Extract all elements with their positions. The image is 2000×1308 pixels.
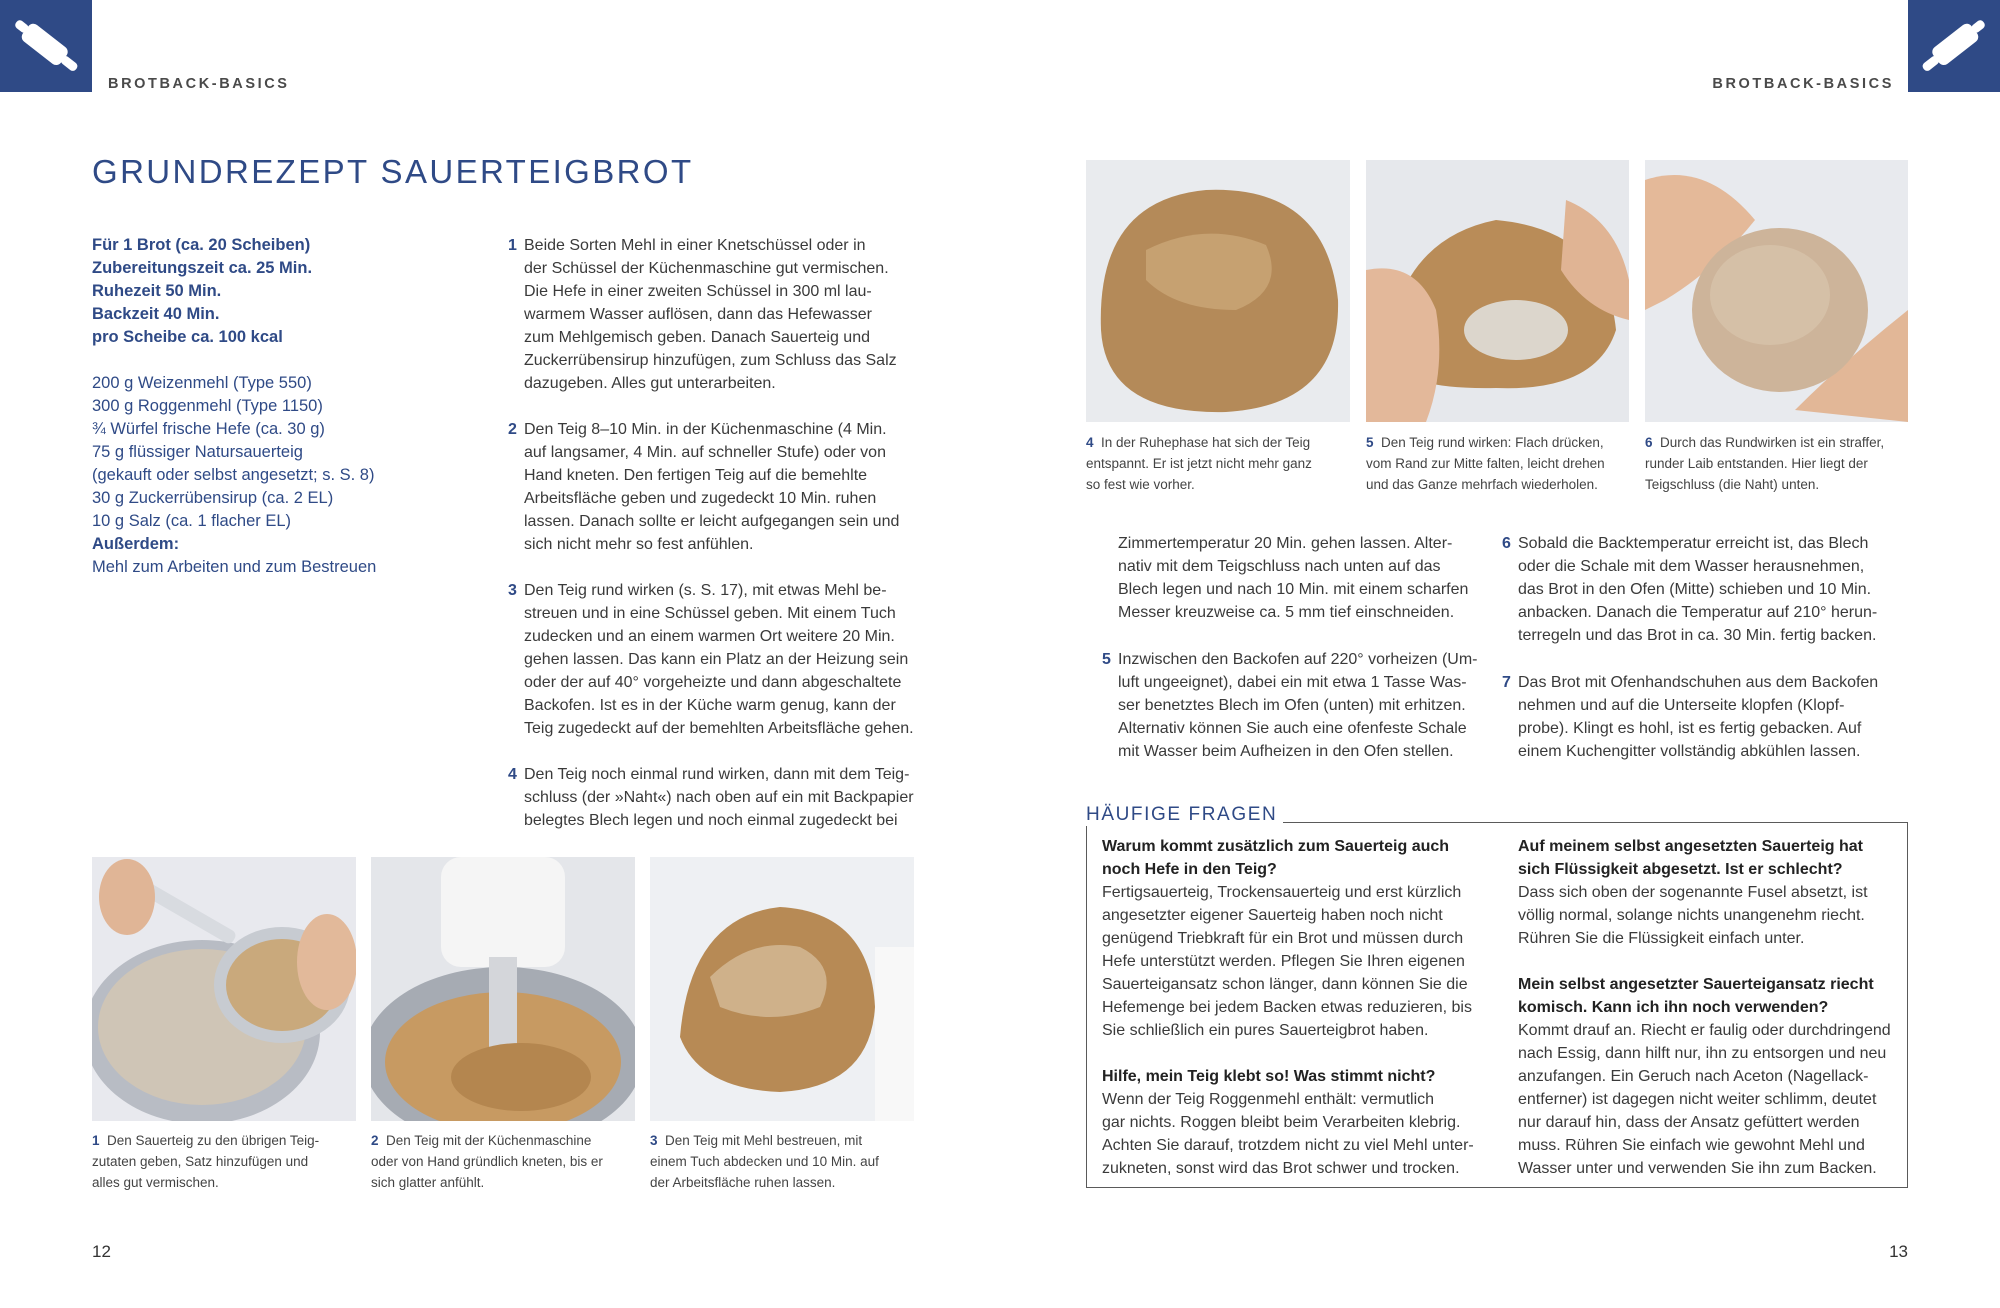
caption-text: Den Teig rund wirken: Flach drücken, vom Rand zur Mitte falten, leicht drehen und das Ganze mehrfach wiederholen. (1366, 435, 1605, 492)
ingredient-item: 75 g flüssiger Natursauerteig (92, 443, 303, 461)
caption-text: Den Sauerteig zu den übrigen Teig- zutaten geben, Satz hinzufügen und alles gut vermischen. (92, 1133, 320, 1190)
faq-question: Mein selbst angesetzter Sauerteigansatz riecht komisch. Kann ich ihn noch verwenden? (1518, 976, 1874, 1016)
photo-step-3 (650, 857, 914, 1121)
faq-question: Auf meinem selbst angesetzten Sauerteig hat sich Flüssigkeit abgesetzt. Ist er schlecht? (1518, 838, 1863, 878)
step-number: 7 (1502, 674, 1511, 691)
extra-item: Mehl zum Arbeiten und zum Bestreuen (92, 558, 377, 576)
faq-question: Warum kommt zusätzlich zum Sauerteig auch noch Hefe in den Teig? (1102, 838, 1450, 878)
section-header-right: BROTBACK-BASICS (1712, 76, 1894, 92)
step-text: Zimmertemperatur 20 Min. gehen lassen. Alter- nativ mit dem Teigschluss nach unten auf das Blech legen und nach 10 Min. mit einem scharfen Messer kreuzweise ca. 5 mm tief einschneiden. (1118, 535, 1469, 621)
recipe-title: GRUNDREZEPT SAUERTEIGBROT (92, 153, 694, 190)
step-number: 2 (508, 421, 517, 438)
step-3 (508, 579, 928, 740)
step-text: Das Brot mit Ofenhandschuhen aus dem Backofen nehmen und auf die Unterseite klopfen (Klopf- probe). Klingt es hohl, ist es fertig gebacken. Auf einem Kuchengitter vollständig abkühlen lassen. (1518, 674, 1879, 760)
photo-step-4 (1086, 160, 1350, 422)
faq-answer: Fertigsauerteig, Trockensauerteig und erst kürzlich angesetzter eigener Sauerteig haben noch nicht genügend Triebkraft für ein Brot und müssen durch Hefe unterstützt werden. Pflegen Sie Ihren eigenen Sauerteigansatz schon länger, dann können Sie die Hefemenge bei jedem Backen etwas reduzieren, bis Sie schließlich ein pures Sauerteigbrot haben. (1102, 884, 1472, 1039)
step-text: Sobald die Backtemperatur erreicht ist, das Blech oder die Schale mit dem Wasser herausnehmen, das Brot in den Ofen (Mitte) schieben und 10 Min. anbacken. Danach die Temperatur auf 210° herun- terregeln und das Brot in ca. 30 Min. fertig backen. (1518, 535, 1878, 644)
extra-label: Außerdem: (92, 535, 180, 553)
photo-step-2 (371, 857, 635, 1121)
step-7 (1502, 671, 1902, 763)
ingredient-item: 200 g Weizenmehl (Type 550) (92, 374, 312, 392)
step-text: Beide Sorten Mehl in einer Knetschüssel oder in der Schüssel der Küchenmaschine gut vermischen. Die Hefe in einer zweiten Schüssel in 300 ml lau- warmem Wasser auflösen, dann das Hefewasser zum Mehlgemisch geben. Danach Sauerteig und Zuckerrübensirup hinzufügen, zum Schluss das Salz dazugeben. Alles gut unterarbeiten. (524, 237, 897, 392)
info-line: Zubereitungszeit ca. 25 Min. (92, 259, 313, 277)
caption-3: 3 Den Teig mit Mehl bestreuen, mit einem Tuch abdecken und 10 Min. auf der Arbeitsfläche ruhen lassen. (650, 1133, 879, 1190)
rolling-pin-icon (0, 0, 92, 92)
step-2 (508, 418, 928, 556)
photo-step-6 (1645, 160, 1908, 422)
step-number: 6 (1502, 535, 1511, 552)
step-number: 3 (508, 582, 517, 599)
rolling-pin-icon (1908, 0, 2000, 92)
photo-step-1 (92, 857, 356, 1121)
faq-question: Hilfe, mein Teig klebt so! Was stimmt nicht? (1102, 1068, 1436, 1085)
ingredient-item: 10 g Salz (ca. 1 flacher EL) (92, 512, 292, 530)
step-number: 5 (1102, 651, 1111, 668)
step-text: Den Teig noch einmal rund wirken, dann mit dem Teig- schluss (der »Naht«) nach oben auf ein mit Backpapier belegtes Blech legen und noch einmal zugedeckt bei (524, 766, 914, 829)
faq-title: HÄUFIGE FRAGEN (1086, 804, 1283, 826)
info-line: Backzeit 40 Min. (92, 305, 220, 323)
step-number: 1 (508, 237, 517, 254)
caption-6: 6 Durch das Rundwirken ist ein straffer, runder Laib entstanden. Hier liegt der Teigschluss (die Naht) unten. (1645, 435, 1885, 492)
corner-tab-right (1908, 0, 2000, 92)
caption-4: 4 In der Ruhephase hat sich der Teig entspannt. Er ist jetzt nicht mehr ganz so fest wie vorher. (1086, 435, 1312, 492)
caption-text: Den Teig mit Mehl bestreuen, mit einem Tuch abdecken und 10 Min. auf der Arbeitsfläche ruhen lassen. (650, 1133, 879, 1190)
info-line: Ruhezeit 50 Min. (92, 282, 222, 300)
caption-text: Durch das Rundwirken ist ein straffer, runder Laib entstanden. Hier liegt der Teigschluss (die Naht) unten. (1645, 435, 1885, 492)
step-6 (1502, 532, 1902, 647)
step-5 (1102, 648, 1502, 763)
step-1 (508, 234, 928, 395)
faq-column-right (1518, 835, 1903, 1180)
page-number-left: 12 (92, 1242, 111, 1261)
faq-answer: Kommt drauf an. Riecht er faulig oder durchdringend nach Essig, dann hilft nur, ihn zu entsorgen und neu anzufangen. Ein Geruch nach Aceton (Nagellack- entferner) ist dagegen nicht weiter schlimm, deutet nur darauf hin, dass der Ansatz gefüttert werden muss. Rühren Sie einfach wie gewohnt Mehl und Wasser unter und verwenden Sie ihn zum Backen. (1518, 1022, 1891, 1177)
caption-5: 5 Den Teig rund wirken: Flach drücken, vom Rand zur Mitte falten, leicht drehen und das Ganze mehrfach wiederholen. (1366, 435, 1605, 492)
faq-answer: Wenn der Teig Roggenmehl enthält: vermutlich gar nichts. Roggen bleibt beim Verarbeiten klebrig. Achten Sie darauf, trotzdem nicht zu viel Mehl unter- zukneten, sonst wird das Brot schwer und trocken. (1102, 1091, 1474, 1177)
step-4-continued (1102, 532, 1502, 624)
ingredient-item: 300 g Roggenmehl (Type 1150) (92, 397, 323, 415)
recipe-info (92, 234, 422, 579)
step-text: Inzwischen den Backofen auf 220° vorheizen (Um- luft ungeeignet), dabei ein mit etwa 1 Tasse Was- ser benetztes Blech im Ofen (unten) mit erhitzen. Alternativ können Sie auch eine ofenfeste Schale mit Wasser beim Aufheizen in den Ofen stellen. (1118, 651, 1478, 760)
caption-2: 2 Den Teig mit der Küchenmaschine oder von Hand gründlich kneten, bis er sich glatter anfühlt. (371, 1133, 603, 1190)
caption-text: In der Ruhephase hat sich der Teig entspannt. Er ist jetzt nicht mehr ganz so fest wie vorher. (1086, 435, 1312, 492)
faq-answer: Dass sich oben der sogenannte Fusel absetzt, ist völlig normal, solange nichts unangenehm riecht. Rühren Sie die Flüssigkeit einfach unter. (1518, 884, 1868, 947)
photo-step-5 (1366, 160, 1629, 422)
info-line: pro Scheibe ca. 100 kcal (92, 328, 283, 346)
info-line: Für 1 Brot (ca. 20 Scheiben) (92, 236, 311, 254)
corner-tab-left (0, 0, 92, 92)
caption-1: 1 Den Sauerteig zu den übrigen Teig- zutaten geben, Satz hinzufügen und alles gut vermischen. (92, 1133, 320, 1190)
page-number-right: 13 (1889, 1242, 1908, 1261)
faq-column-left (1102, 835, 1492, 1180)
step-number: 4 (508, 766, 517, 783)
caption-text: Den Teig mit der Küchenmaschine oder von Hand gründlich kneten, bis er sich glatter anfühlt. (371, 1133, 603, 1190)
step-text: Den Teig rund wirken (s. S. 17), mit etwas Mehl be- streuen und in eine Schüssel geben. Mit einem Tuch zudecken und an einem warmen Ort weitere 20 Min. gehen lassen. Das kann ein Platz an der Heizung sein oder der auf 40° vorgeheizte und dann abgeschaltete Backofen. Ist es in der Küche warm genug, kann der Teig zugedeckt auf der bemehlten Arbeitsfläche gehen. (524, 582, 914, 737)
ingredient-item: (gekauft oder selbst angesetzt; s. S. 8) (92, 466, 375, 484)
ingredient-item: 30 g Zuckerrübensirup (ca. 2 EL) (92, 489, 334, 507)
step-text: Den Teig 8–10 Min. in der Küchenmaschine (4 Min. auf langsamer, 4 Min. auf schneller Stufe) oder von Hand kneten. Den fertigen Teig auf die bemehlte Arbeitsfläche geben und zugedeckt 10 Min. ruhen lassen. Danach sollte er leicht aufgegangen sein und sich nicht mehr so fest anfühlen. (524, 421, 900, 553)
ingredient-item: ¾ Würfel frische Hefe (ca. 30 g) (92, 420, 325, 438)
section-header-left: BROTBACK-BASICS (108, 76, 290, 92)
step-4 (508, 763, 928, 832)
